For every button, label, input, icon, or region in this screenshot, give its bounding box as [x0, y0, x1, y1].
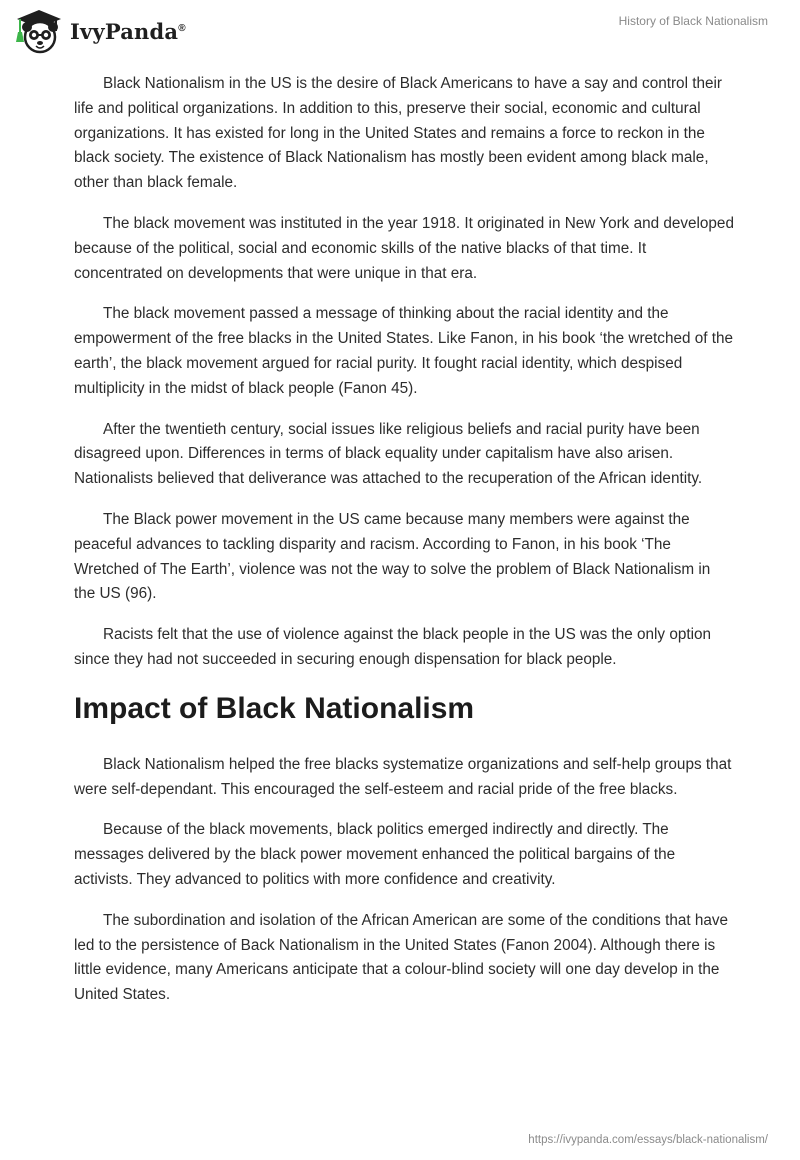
paragraph: Black Nationalism in the US is the desire of Black Americans to have a say and control their life and political organizations. In addition to this, preserve their social, economic and cultural organizations. It has existed for long in the United States and remains a force to reckon in the black society. The existence of Black Nationalism has mostly been evident among black male, other than black female. [74, 75, 722, 192]
paragraph: After the twentieth century, social issues like religious beliefs and racial purity have been disagreed upon. Differences in terms of black equality under capitalism have also arisen. Nationalists believed that deliverance was attached to the recuperation of the African identity. [74, 420, 703, 488]
paragraph: Because of the black movements, black politics emerged indirectly and directly. The messages delivered by the black power movement enhanced the political bargains of the activists. They advanced to politics with more confidence and creativity. [74, 821, 676, 888]
brand-name: IvyPanda® [70, 18, 186, 44]
section-heading: Impact of Black Nationalism [74, 691, 475, 725]
ivypanda-logo[interactable] [14, 8, 186, 54]
paragraph: Racists felt that the use of violence against the black people in the US was the only option since they had not succeeded in securing enough dispensation for black people. [74, 626, 711, 668]
source-url[interactable]: https://ivypanda.com/essays/black-nationalism/ [528, 1134, 768, 1146]
paragraph: The black movement was instituted in the year 1918. It originated in New York and developed because of the political, social and economic skills of the native blacks of that time. It concentrated on developments that were unique in that era. [74, 214, 734, 282]
paragraph: Black Nationalism helped the free blacks systematize organizations and self-help groups that were self-dependant. This encouraged the self-esteem and racial pride of the free blacks. [74, 755, 732, 798]
paragraph: The subordination and isolation of the African American are some of the conditions that have led to the persistence of Back Nationalism in the United States (Fanon 2004). Although there is little evidence, many Americans anticipate that a colour-blind society will one day develop in the United States. [74, 911, 729, 1004]
paragraph: The black movement passed a message of thinking about the racial identity and the empowerment of the free blacks in the United States. Like Fanon, in his book ‘the wretched of the earth’, the black movement argued for racial purity. It fought racial identity, which despised multiplicity in the midst of black people (Fanon 45). [74, 305, 733, 397]
paragraph: The Black power movement in the US came because many members were against the peaceful advances to tackling disparity and racism. According to Fanon, in his book ‘The Wretched of The Earth’, violence was not the way to solve the problem of Black Nationalism in the US (96). [74, 510, 711, 603]
article-body [74, 72, 734, 1024]
page-header [0, 0, 800, 60]
panda-graduate-icon [14, 8, 64, 54]
document-title: History of Black Nationalism [618, 14, 768, 28]
